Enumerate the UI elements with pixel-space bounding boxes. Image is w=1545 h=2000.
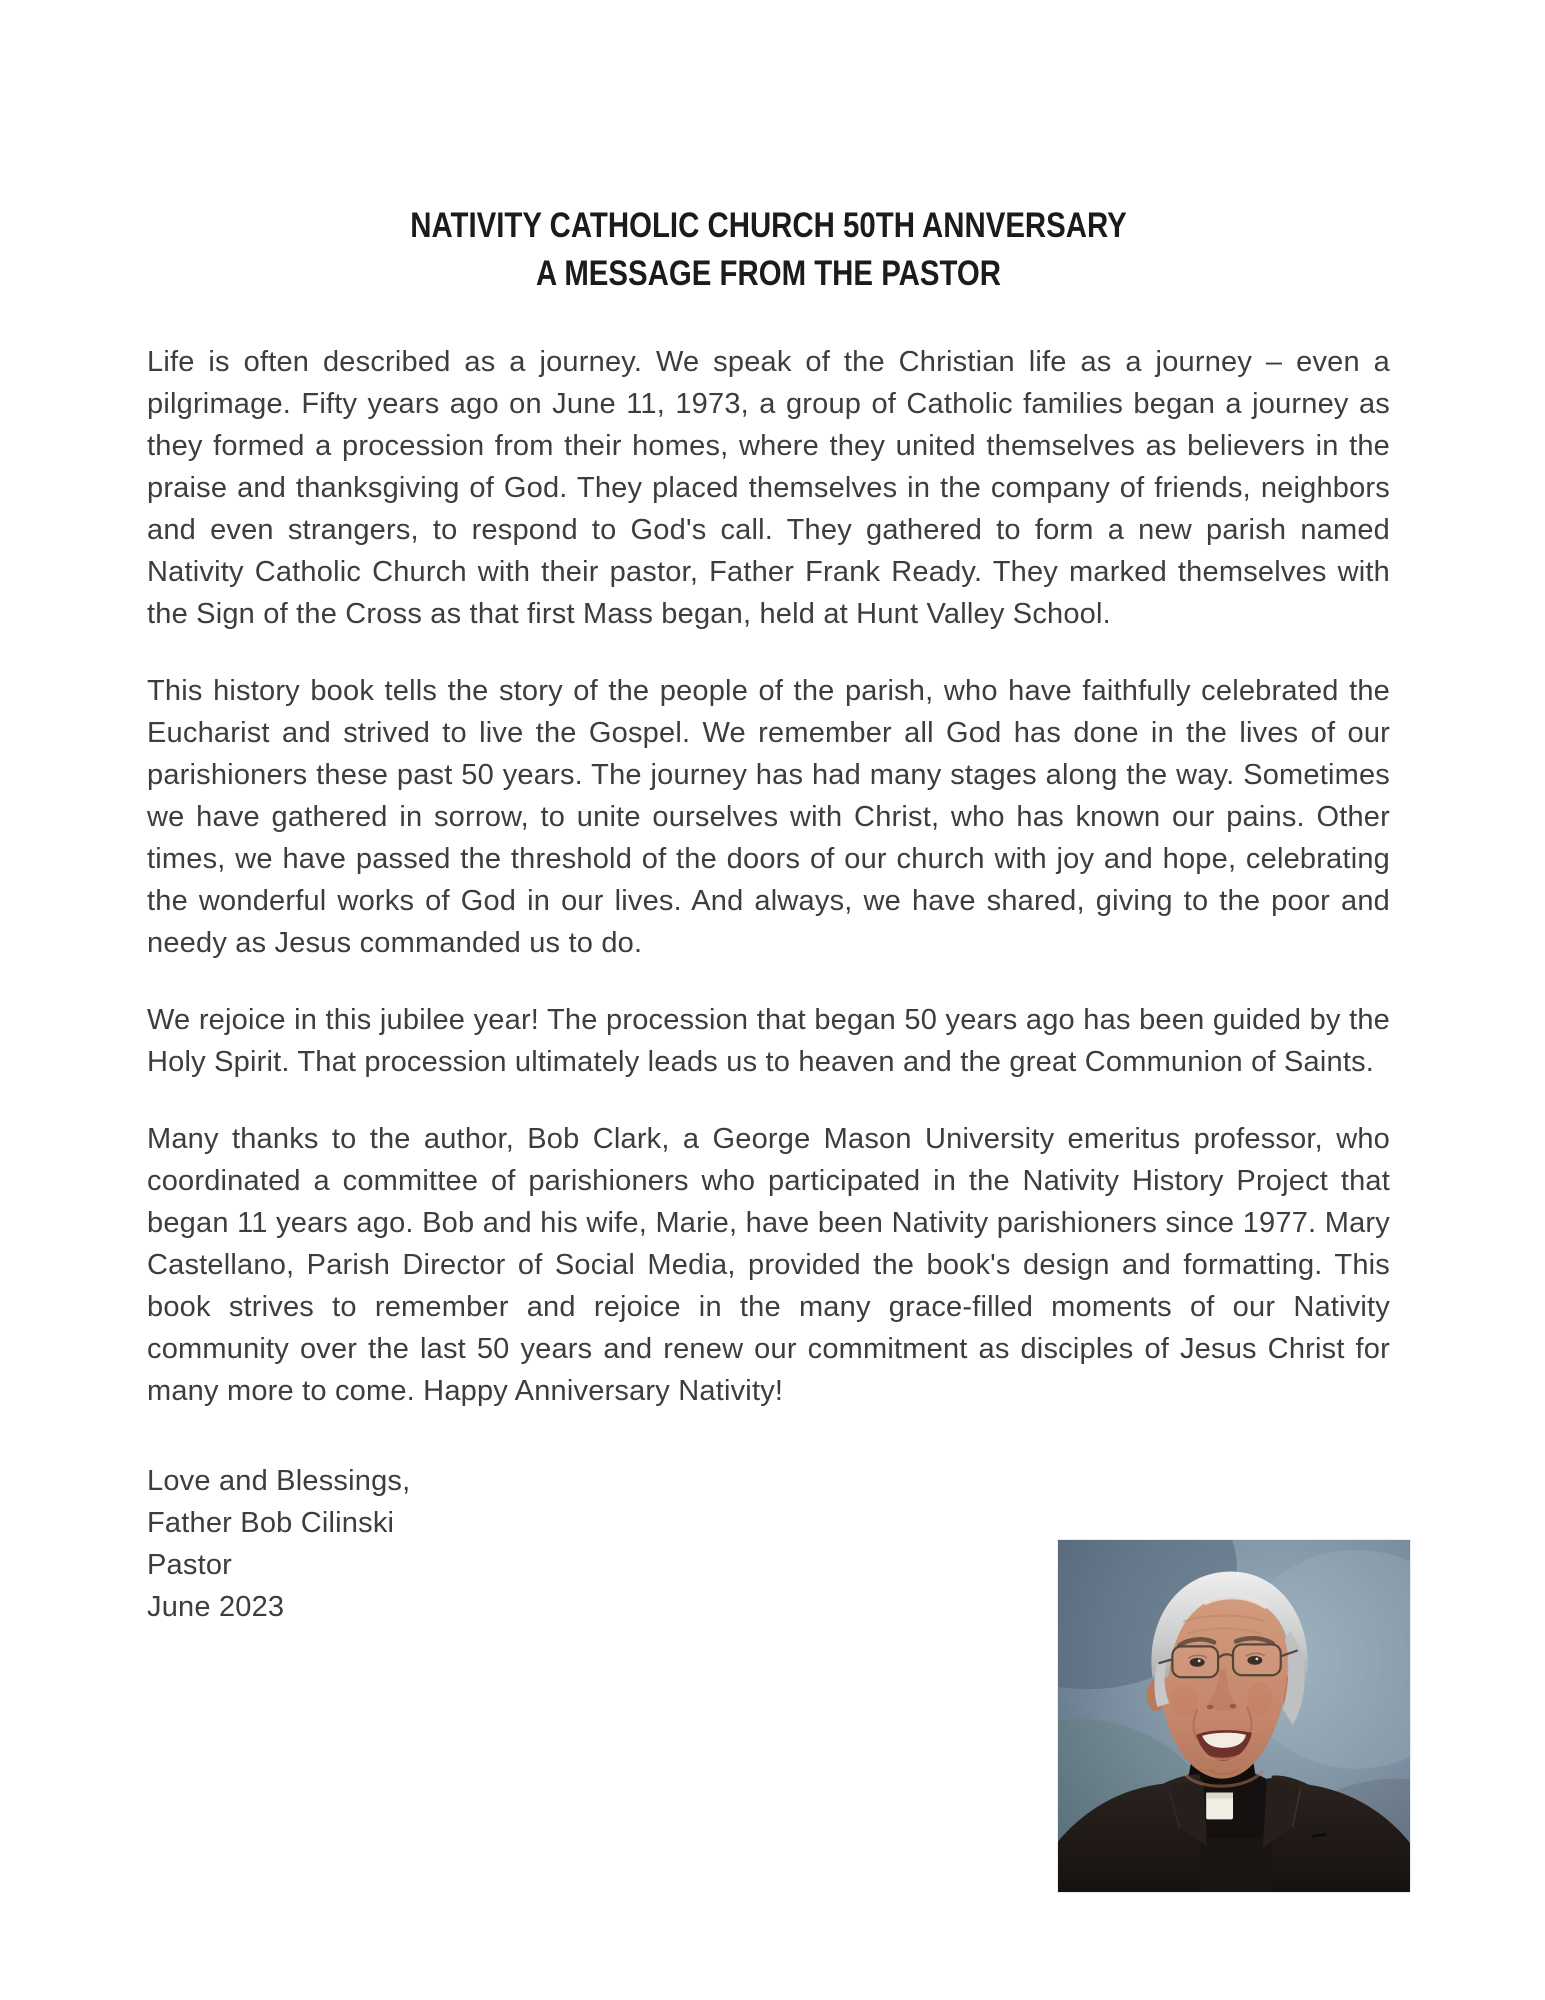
title-line-2: A MESSAGE FROM THE PASTOR — [536, 254, 1001, 293]
pastor-portrait-illustration — [1058, 1540, 1410, 1892]
paragraph-jubilee: We rejoice in this jubilee year! The procession that began 50 years ago has been guided by the Holy Spirit. That procession ultimately leads us to heaven and the great Communion of Saints. — [147, 1004, 1390, 1078]
signature-role: Pastor — [147, 1549, 233, 1581]
text-column — [147, 0, 1390, 1628]
signature-closing: Love and Blessings, — [147, 1465, 411, 1497]
pastor-portrait-photo — [1057, 1539, 1411, 1893]
page-title — [246, 202, 1290, 298]
signature-name: Father Bob Cilinski — [147, 1507, 395, 1539]
signature-date: June 2023 — [147, 1591, 285, 1623]
paragraph-history-book: This history book tells the story of the people of the parish, who have faithfully celebrated the Eucharist and strived to live the Gospel. We remember all God has done in the lives of our parishioners these past 50 years. The journey has had many stages along the way. Sometimes we have gathered in sorrow, to unite ourselves with Christ, who has known our pains. Other times, we have passed the threshold of the doors of our church with joy and hope, celebrating the wonderful works of God in our lives. And always, we have shared, giving to the poor and needy as Jesus commanded us to do. — [147, 675, 1390, 959]
paragraph-thanks: Many thanks to the author, Bob Clark, a George Mason University emeritus professor, who coordinated a committee of parishioners who participated in the Nativity History Project that began 11 years ago. Bob and his wife, Marie, have been Nativity parishioners since 1977. Mary Castellano, Parish Director of Social Media, provided the book's design and formatting. This book strives to remember and rejoice in the many grace-filled moments of our Nativity community over the last 50 years and renew our commitment as disciples of Jesus Christ for many more to come. Happy Anniversary Nativity! — [147, 1123, 1390, 1407]
paragraph-journey: Life is often described as a journey. We speak of the Christian life as a journey – even a pilgrimage. Fifty years ago on June 11, 1973, a group of Catholic families began a journey as they formed a procession from their homes, where they united themselves as believers in the praise and thanksgiving of God. They placed themselves in the company of friends, neighbors and even strangers, to respond to God's call. They gathered to form a new parish named Nativity Catholic Church with their pastor, Father Frank Ready. They marked themselves with the Sign of the Cross as that first Mass began, held at Hunt Valley School. — [147, 346, 1390, 630]
title-line-1: NATIVITY CATHOLIC CHURCH 50TH ANNVERSARY — [410, 206, 1127, 245]
